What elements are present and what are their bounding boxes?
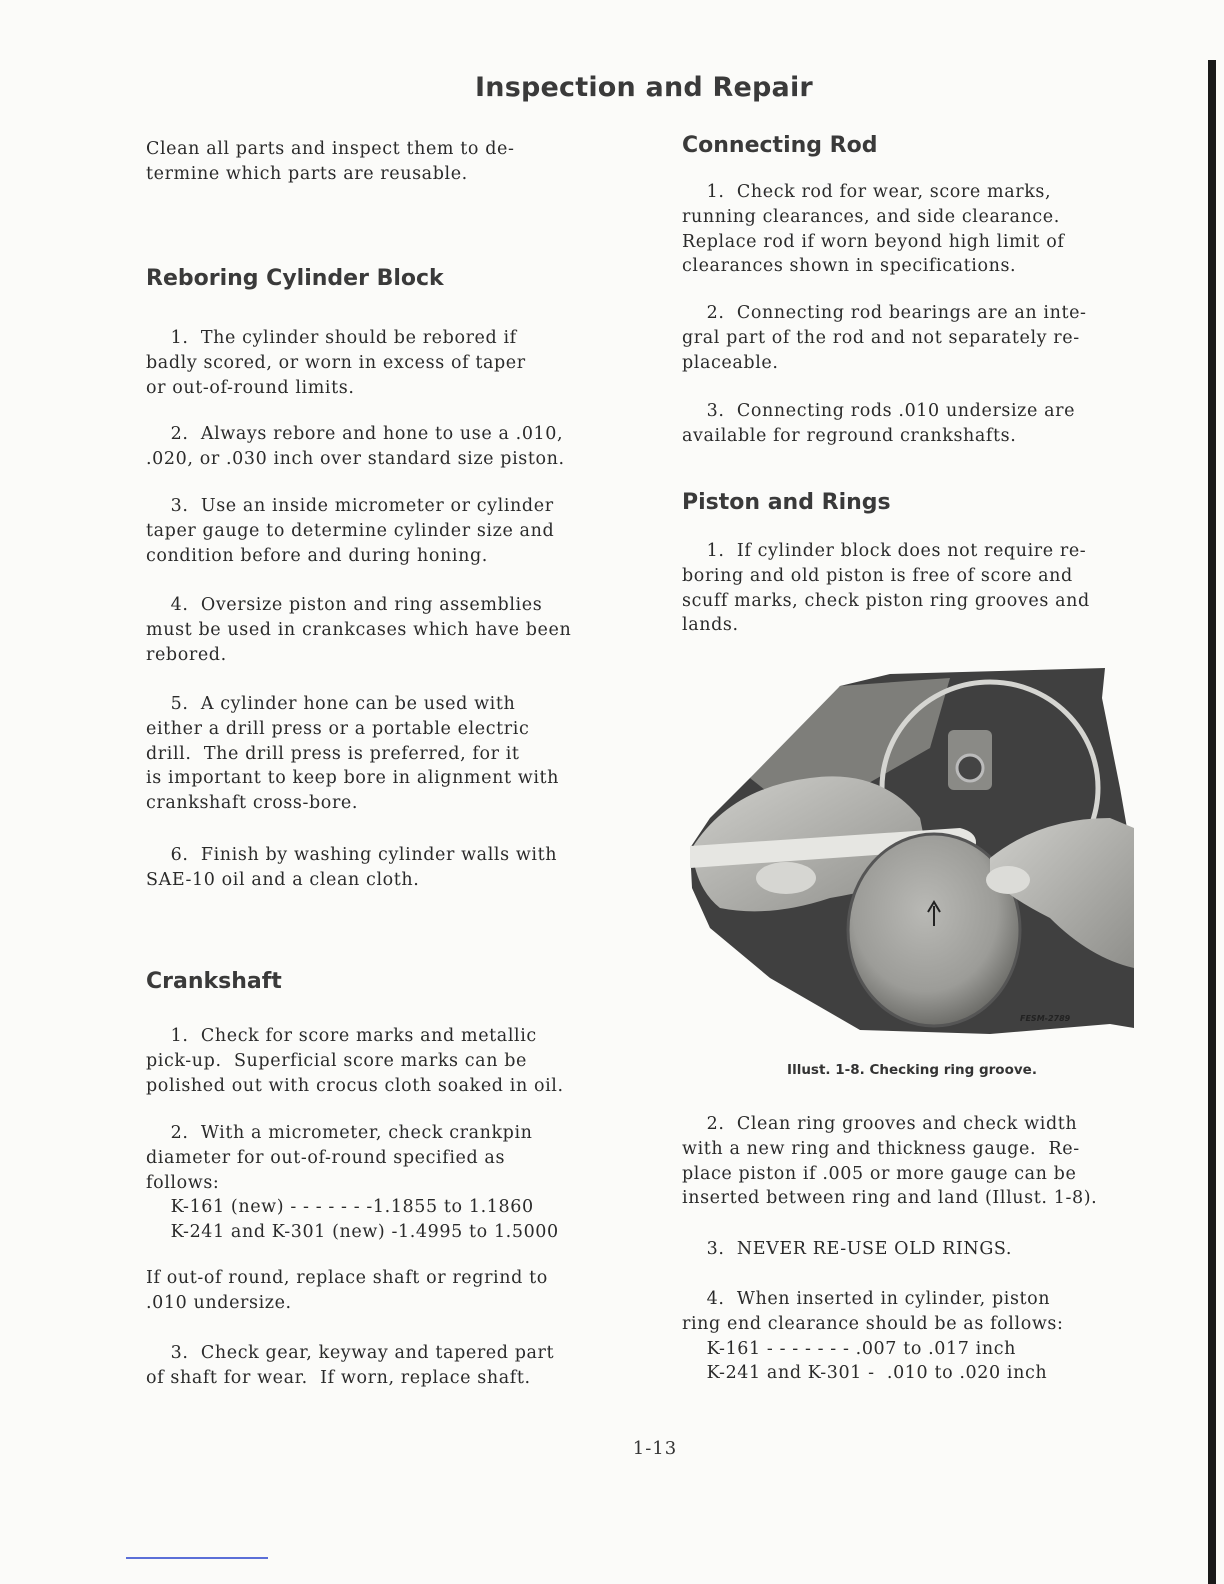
page-title: Inspection and Repair bbox=[475, 72, 813, 103]
crankshaft-item-1: 1. Check for score marks and metallic pick-up. Superficial score marks can be polished out with crocus cloth soaked in oil. bbox=[146, 1026, 564, 1096]
section-heading-piston: Piston and Rings bbox=[682, 490, 891, 515]
photo-hands-piston bbox=[690, 668, 1134, 1034]
piston-item-1: 1. If cylinder block does not require re- boring and old piston is free of score and scuff marks, check piston ring grooves and lands. bbox=[682, 541, 1090, 636]
connecting-rod-item-1: 1. Check rod for wear, score marks, running clearances, and side clearance. Replace rod if worn beyond high limit of clearances shown in specifications. bbox=[682, 182, 1065, 277]
reboring-item-3: 3. Use an inside micrometer or cylinder taper gauge to determine cylinder size and condition before and during honing. bbox=[146, 496, 555, 566]
piston-item-3: 3. NEVER RE-USE OLD RINGS. bbox=[682, 1239, 1013, 1259]
connecting-rod-item-2: 2. Connecting rod bearings are an inte- gral part of the rod and not separately re- placeable. bbox=[682, 303, 1087, 373]
intro-paragraph: Clean all parts and inspect them to de- termine which parts are reusable. bbox=[146, 139, 515, 184]
crankshaft-note: If out-of round, replace shaft or regrind to .010 undersize. bbox=[146, 1268, 548, 1313]
section-heading-connecting-rod: Connecting Rod bbox=[682, 133, 878, 158]
piston-item-2: 2. Clean ring grooves and check width with a new ring and thickness gauge. Re- place piston if .005 or more gauge can be inserted between ring and land (Illust. 1-8). bbox=[682, 1114, 1098, 1209]
reboring-item-4: 4. Oversize piston and ring assemblies must be used in crankcases which have been rebored. bbox=[146, 595, 572, 665]
illustration-checking-ring-groove bbox=[690, 668, 1134, 1034]
piston-item-4: 4. When inserted in cylinder, piston ring end clearance should be as follows: K-161 - - - - - - - .007 to .017 inch K-241 and K-301 - .010 to .020 inch bbox=[682, 1289, 1064, 1384]
crankshaft-item-3: 3. Check gear, keyway and tapered part of shaft for wear. If worn, replace shaft. bbox=[146, 1343, 555, 1388]
reboring-item-5: 5. A cylinder hone can be used with either a drill press or a portable electric drill. The drill press is preferred, for it is important to keep bore in alignment with crankshaft cross-bore. bbox=[146, 694, 560, 814]
section-heading-crankshaft: Crankshaft bbox=[146, 969, 282, 994]
figure-caption: Illust. 1-8. Checking ring groove. bbox=[787, 1062, 1037, 1078]
reboring-item-1: 1. The cylinder should be rebored if badly scored, or worn in excess of taper or out-of-round limits. bbox=[146, 328, 526, 398]
figure-label: FESM-2789 bbox=[1020, 1014, 1071, 1023]
reboring-item-6: 6. Finish by washing cylinder walls with SAE-10 oil and a clean cloth. bbox=[146, 845, 558, 890]
scan-edge-bar bbox=[1208, 60, 1216, 1584]
scan-edge-line bbox=[126, 1557, 268, 1559]
section-heading-reboring: Reboring Cylinder Block bbox=[146, 266, 444, 291]
connecting-rod-item-3: 3. Connecting rods .010 undersize are available for reground crankshafts. bbox=[682, 401, 1076, 446]
crankshaft-item-2: 2. With a micrometer, check crankpin diameter for out-of-round specified as follows: K-161 (new) - - - - - - -1.1855 to 1.1860 K-241 and K-301 (new) -1.4995 to 1.5000 bbox=[146, 1123, 559, 1243]
reboring-item-2: 2. Always rebore and hone to use a .010, .020, or .030 inch over standard size piston. bbox=[146, 424, 565, 469]
page-number: 1-13 bbox=[632, 1438, 678, 1459]
